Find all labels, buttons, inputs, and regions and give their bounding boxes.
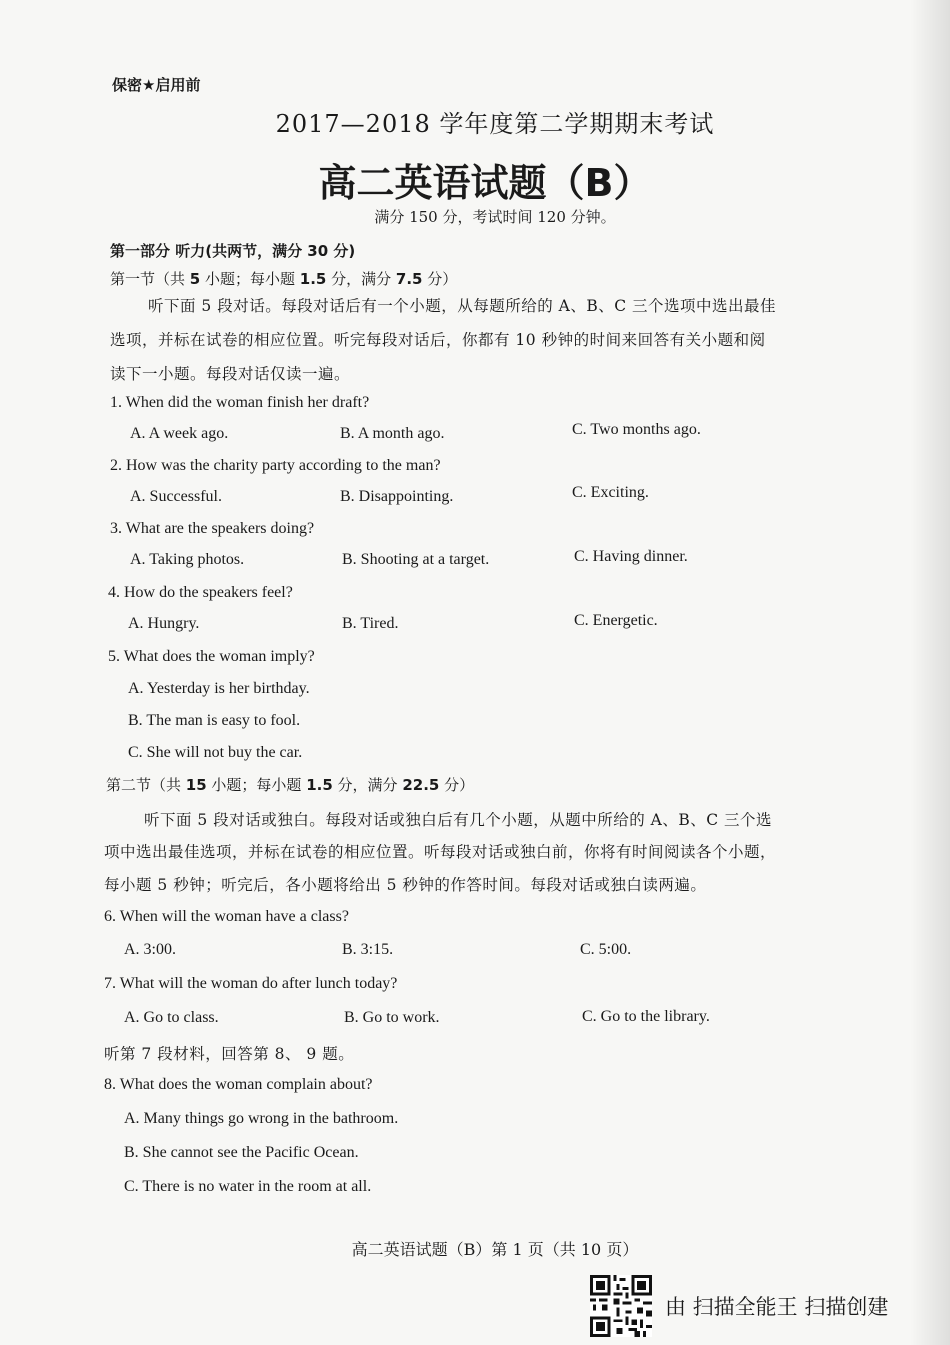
- option-4a: A. Hungry.: [128, 615, 200, 632]
- section2-instructions-line: 每小题 5 秒钟；听完后，各小题将给出 5 秒钟的作答时间。每段对话或独白读两遍。: [104, 876, 707, 894]
- question-6: 6. When will the woman have a class?: [104, 908, 349, 925]
- question-1: 1. When did the woman finish her draft?: [110, 394, 370, 411]
- page-footer: 高二英语试题（B）第 1 页（共 10 页）: [351, 1240, 639, 1259]
- exam-info: 满分 150 分，考试时间 120 分钟。: [374, 208, 616, 226]
- option-6b: B. 3:15.: [342, 941, 394, 958]
- option-3a: A. Taking photos.: [130, 551, 245, 568]
- option-8b: B. She cannot see the Pacific Ocean.: [124, 1144, 359, 1161]
- question-7: 7. What will the woman do after lunch today?: [104, 975, 398, 992]
- part1-title: 第一部分 听力(共两节，满分 30 分): [110, 242, 356, 260]
- option-8c: C. There is no water in the room at all.: [124, 1178, 372, 1195]
- section1-instructions-line: 读下一小题。每段对话仅读一遍。: [110, 365, 351, 383]
- exam-main-title: 高二英语试题（B）: [318, 161, 652, 205]
- section2-heading: 第二节（共 15 小题；每小题 1.5 分，满分 22.5 分）: [106, 776, 475, 794]
- section2-instructions-line: 项中选出最佳选项，并标在试卷的相应位置。听每段对话或独白前，你将有时间阅读各个小题，: [104, 843, 777, 861]
- option-6c: C. 5:00.: [580, 941, 632, 958]
- section1-instructions-line: 选项，并标在试卷的相应位置。听完每段对话后，你都有 10 秒钟的时间来回答有关小题和阅: [110, 331, 766, 349]
- question-2: 2. How was the charity party according to the man?: [110, 457, 441, 474]
- question-8: 8. What does the woman complain about?: [104, 1076, 373, 1093]
- option-5a: A. Yesterday is her birthday.: [128, 680, 310, 697]
- qr-code-icon: [590, 1275, 652, 1337]
- confidential-label: 保密★启用前: [112, 76, 201, 94]
- section1-instructions-line: 听下面 5 段对话。每段对话后有一个小题，从每题所给的 A、B、C 三个选项中选出最佳: [148, 297, 777, 315]
- option-3c: C. Having dinner.: [574, 548, 688, 565]
- section2-instructions-line: 听下面 5 段对话或独白。每段对话或独白后有几个小题，从题中所给的 A、B、C 三个选: [144, 811, 773, 829]
- option-5b: B. The man is easy to fool.: [128, 712, 301, 729]
- option-5c: C. She will not buy the car.: [128, 744, 303, 761]
- option-7b: B. Go to work.: [344, 1009, 440, 1026]
- scanner-watermark: 由 扫描全能王 扫描创建: [665, 1295, 889, 1319]
- option-7a: A. Go to class.: [124, 1009, 219, 1026]
- option-1c: C. Two months ago.: [572, 421, 701, 438]
- option-1b: B. A month ago.: [340, 425, 445, 442]
- option-2b: B. Disappointing.: [340, 488, 454, 505]
- exam-year-title: 2017—2018 学年度第二学期期末考试: [275, 110, 715, 138]
- option-4b: B. Tired.: [342, 615, 399, 632]
- question-5: 5. What does the woman imply?: [108, 648, 315, 665]
- option-6a: A. 3:00.: [124, 941, 176, 958]
- question-3: 3. What are the speakers doing?: [110, 520, 315, 537]
- option-8a: A. Many things go wrong in the bathroom.: [124, 1110, 399, 1127]
- question-4: 4. How do the speakers feel?: [108, 584, 293, 601]
- section1-heading: 第一节（共 5 小题；每小题 1.5 分，满分 7.5 分）: [110, 270, 458, 288]
- option-4c: C. Energetic.: [574, 612, 658, 629]
- option-7c: C. Go to the library.: [582, 1008, 710, 1025]
- option-2a: A. Successful.: [130, 488, 222, 505]
- option-3b: B. Shooting at a target.: [342, 551, 490, 568]
- option-1a: A. A week ago.: [130, 425, 229, 442]
- material7-note: 听第 7 段材料，回答第 8、 9 题。: [104, 1045, 355, 1063]
- option-2c: C. Exciting.: [572, 484, 649, 501]
